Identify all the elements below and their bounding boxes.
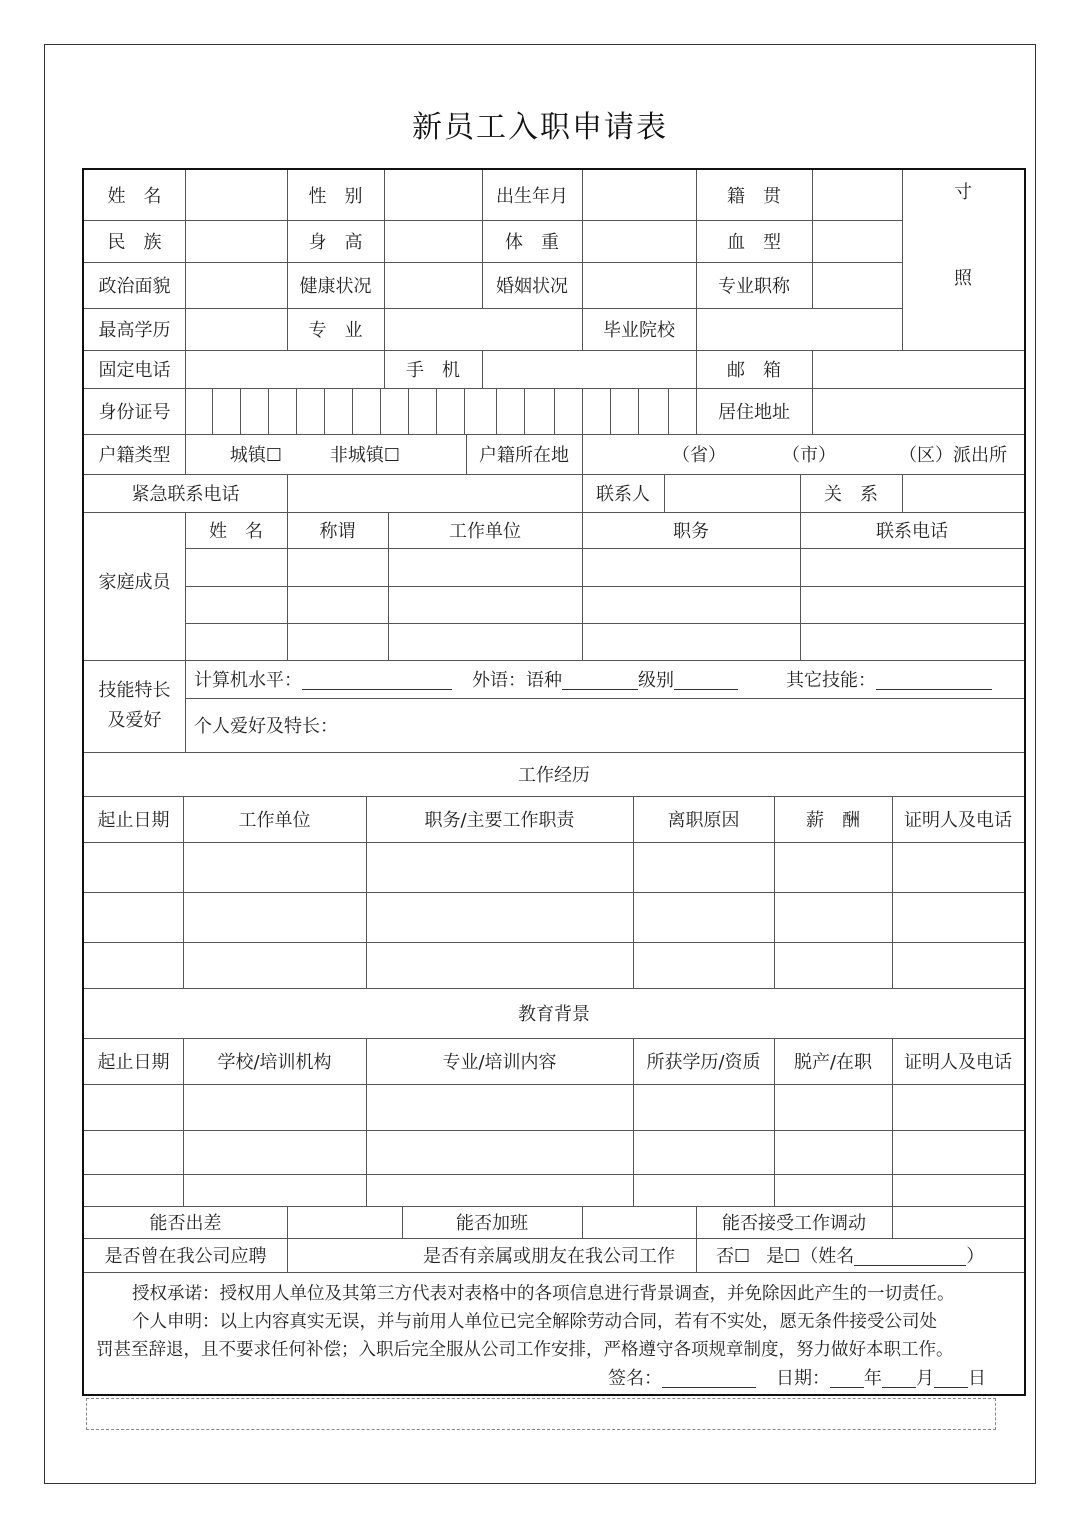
computer-level-field[interactable]	[302, 669, 452, 690]
skills-row	[194, 660, 1024, 698]
label-skills-line-2: 及爱好	[107, 710, 162, 731]
col-line	[902, 474, 903, 512]
col-line	[185, 388, 186, 434]
row-line	[185, 548, 1024, 549]
label-skills-line-1: 技能特长	[98, 680, 171, 701]
family-header-employer: 工作单位	[449, 521, 521, 542]
label-weight: 体 重	[505, 232, 559, 253]
id-digit-line	[610, 388, 611, 434]
other-skills-field[interactable]	[876, 669, 992, 690]
col-line	[384, 308, 385, 350]
id-digit-line	[582, 388, 583, 434]
col-line	[812, 170, 813, 308]
row-line	[84, 842, 1024, 843]
photo-char-2: 照	[954, 268, 972, 289]
form-title: 新员工入职申请表	[412, 110, 668, 145]
work-header-dates: 起止日期	[97, 810, 170, 831]
label-political: 政治面貌	[98, 276, 171, 297]
label-school: 毕业院校	[603, 320, 675, 341]
checkbox-urban[interactable]: 城镇☐	[229, 445, 283, 466]
checkbox-no[interactable]: 否☐	[716, 1246, 751, 1267]
work-header-reference: 证明人及电话	[904, 810, 1012, 831]
label-applied-before: 是否曾在我公司应聘	[104, 1246, 267, 1267]
language-field[interactable]	[562, 669, 638, 690]
col-line	[582, 1206, 583, 1238]
label-gender: 性 别	[308, 186, 363, 207]
section-work-history: 工作经历	[518, 765, 590, 786]
family-header-name: 姓 名	[209, 521, 263, 542]
label-relation: 关 系	[824, 484, 878, 505]
dashed-footer-box	[86, 1398, 996, 1430]
label-contact: 联系人	[596, 484, 650, 505]
id-digit-line	[212, 388, 213, 434]
label-mobile: 手 机	[406, 360, 460, 381]
id-digit-line	[638, 388, 639, 434]
year-field[interactable]	[830, 1367, 864, 1388]
edu-header-dates: 起止日期	[97, 1052, 170, 1073]
id-digit-line	[496, 388, 497, 434]
statement-line-2: 罚甚至辞退，且不要求任何补偿；入职后完全服从公司工作安排，严格遵守各项规章制度，努力做好本职工作。	[96, 1340, 954, 1360]
row-line	[84, 1084, 1024, 1085]
label-relatives-in-company: 是否有亲属或朋友在我公司工作	[423, 1246, 675, 1267]
label-emergency-phone: 紧急联系电话	[131, 484, 240, 505]
day-field[interactable]	[934, 1367, 968, 1388]
label-hobbies: 个人爱好及特长：	[194, 716, 338, 737]
label-other-skills: 其它技能：	[786, 670, 876, 691]
id-digit-line	[668, 388, 669, 434]
label-computer-level: 计算机水平：	[194, 670, 302, 691]
edu-header-study-mode: 脱产/在职	[793, 1052, 873, 1073]
col-line	[185, 434, 186, 474]
statement-line-1: 个人申明：以上内容真实无误，并与前用人单位已完全解除劳动合同，若有不实处，愿无条件接受公司处	[132, 1312, 937, 1332]
id-digit-line	[296, 388, 297, 434]
col-line	[482, 350, 483, 388]
label-hukou-location: 户籍所在地	[479, 445, 569, 466]
checkbox-rural[interactable]: 非城镇☐	[329, 445, 401, 466]
label-email: 邮 箱	[727, 360, 781, 381]
relative-name-field[interactable]	[854, 1245, 966, 1266]
work-header-employer: 工作单位	[238, 810, 311, 831]
edu-header-school: 学校/培训机构	[217, 1052, 332, 1073]
checkbox-yes[interactable]: 是☐（姓名	[766, 1246, 855, 1267]
label-job-transfer: 能否接受工作调动	[722, 1213, 866, 1234]
label-overtime: 能否加班	[456, 1213, 528, 1234]
language-level-field[interactable]	[674, 669, 738, 690]
col-line	[812, 350, 813, 388]
label-day: 日	[968, 1368, 986, 1389]
signature-field[interactable]	[662, 1367, 756, 1388]
authorization-text: 授权承诺：授权用人单位及其第三方代表对表格中的各项信息进行背景调查，并免除因此产生的一切责任。	[132, 1284, 955, 1304]
col-line	[287, 1206, 288, 1238]
label-native: 籍 贯	[727, 186, 781, 207]
relatives-answer	[716, 1238, 1024, 1272]
label-address: 居住地址	[718, 402, 790, 423]
edu-header-degree: 所获学历/资质	[646, 1052, 761, 1073]
label-health: 健康状况	[299, 276, 372, 297]
application-form	[82, 168, 1026, 1396]
id-digit-line	[324, 388, 325, 434]
label-education: 最高学历	[98, 320, 171, 341]
label-month: 月	[916, 1368, 934, 1389]
col-line	[185, 170, 186, 308]
id-digit-line	[240, 388, 241, 434]
label-ethnic: 民 族	[107, 232, 162, 253]
work-header-duties: 职务/主要工作职责	[424, 810, 575, 831]
close-paren: ）	[966, 1246, 985, 1267]
label-family: 家庭成员	[98, 572, 171, 593]
label-city: （市）	[782, 445, 836, 466]
col-line	[185, 660, 186, 752]
id-digit-line	[352, 388, 353, 434]
label-marital: 婚姻状况	[496, 276, 568, 297]
col-line	[582, 434, 583, 474]
row-line	[84, 1174, 1024, 1175]
id-digit-line	[268, 388, 269, 434]
edu-header-reference: 证明人及电话	[904, 1052, 1012, 1073]
col-line	[812, 388, 813, 434]
col-line	[384, 170, 385, 308]
col-line	[892, 1206, 893, 1238]
id-digit-line	[408, 388, 409, 434]
id-digit-line	[380, 388, 381, 434]
work-header-leave-reason: 离职原因	[667, 810, 740, 831]
label-date: 日期：	[776, 1368, 830, 1389]
label-name: 姓 名	[107, 186, 162, 207]
row-line	[84, 942, 1024, 943]
col-line	[696, 308, 697, 350]
row-line	[185, 623, 1024, 624]
label-province: （省）	[672, 445, 726, 466]
family-header-relation: 称谓	[319, 521, 356, 542]
label-phone: 固定电话	[98, 360, 171, 381]
work-header-salary: 薪 酬	[806, 810, 860, 831]
label-year: 年	[864, 1368, 882, 1389]
col-line	[185, 308, 186, 350]
label-business-travel: 能否出差	[149, 1213, 222, 1234]
col-line	[696, 1238, 697, 1272]
id-digit-line	[554, 388, 555, 434]
col-line	[287, 474, 288, 512]
signature-row	[608, 1362, 1024, 1392]
label-signature: 签名：	[608, 1368, 662, 1389]
col-line	[185, 350, 186, 388]
row-line	[84, 892, 1024, 893]
label-district: （区）派出所	[899, 445, 1007, 466]
label-skills	[84, 660, 185, 752]
id-digit-line	[524, 388, 525, 434]
label-id-card: 身份证号	[98, 402, 171, 423]
label-foreign-language: 外语：语种	[472, 670, 562, 691]
family-header-phone: 联系电话	[876, 521, 948, 542]
label-blood: 血 型	[727, 232, 781, 253]
label-title-pro: 专业职称	[718, 276, 790, 297]
row-line	[84, 308, 902, 309]
family-header-position: 职务	[673, 521, 709, 542]
row-line	[185, 586, 1024, 587]
col-line	[582, 170, 583, 308]
edu-header-major: 专业/培训内容	[442, 1052, 557, 1073]
id-digit-line	[436, 388, 437, 434]
label-major: 专 业	[308, 320, 363, 341]
id-digit-line	[464, 388, 465, 434]
label-height: 身 高	[308, 232, 363, 253]
row-line	[84, 1272, 1024, 1273]
section-education: 教育背景	[518, 1004, 590, 1025]
label-birth: 出生年月	[496, 186, 568, 207]
col-line	[664, 474, 665, 512]
row-line	[84, 350, 1024, 351]
row-line	[84, 1130, 1024, 1131]
col-line	[287, 1238, 288, 1272]
label-language-level: 级别	[638, 670, 674, 691]
month-field[interactable]	[882, 1367, 916, 1388]
photo-char-1: 寸	[954, 182, 972, 203]
label-hukou-type: 户籍类型	[98, 445, 171, 466]
